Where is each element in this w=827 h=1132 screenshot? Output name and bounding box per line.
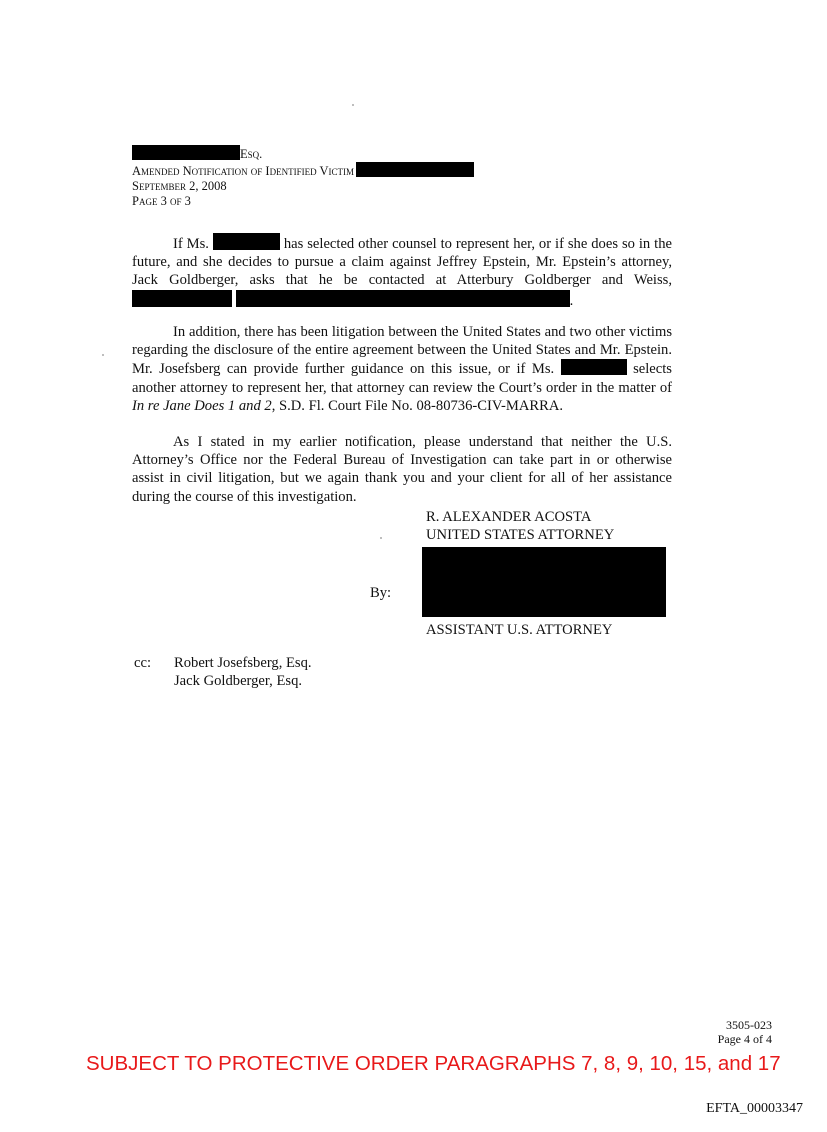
cc-recipient: Jack Goldberger, Esq. xyxy=(174,673,303,689)
redaction-box xyxy=(236,290,570,307)
redaction-box xyxy=(213,233,280,250)
p1-text-a: If Ms. xyxy=(173,236,209,252)
paragraph-counsel-contact xyxy=(132,233,672,310)
signature-redaction xyxy=(422,547,666,617)
header-esq: Esq. xyxy=(240,147,263,161)
p2-text-c: , S.D. Fl. Court File No. 08-80736-CIV-MARRA. xyxy=(271,397,564,414)
footer-reference xyxy=(718,1018,772,1046)
redaction-box xyxy=(132,290,232,307)
header-subject: Amended Notification of Identified Victim xyxy=(132,164,355,178)
cc-list xyxy=(174,654,312,690)
header-page: Page 3 of 3 xyxy=(132,194,191,208)
redaction-box xyxy=(356,162,474,177)
cc-label: cc: xyxy=(134,655,152,671)
paragraph-litigation xyxy=(132,323,672,415)
p2-text-a: In addition, there has been litigation between the United States and two other victims regarding the disclosure of the entire agreement between the United States and Mr. Epstein. Mr. Josefsberg can provide further guidance on this issue, or if Ms. xyxy=(132,324,672,378)
header-recipient-line xyxy=(132,145,474,162)
signatory-name: R. ALEXANDER ACOSTA xyxy=(426,509,592,525)
redaction-box xyxy=(561,359,627,375)
header-date: September 2, 2008 xyxy=(132,179,227,193)
p2-text-b: selects another attorney to represent her, that attorney can review the Court’s order in the matter of xyxy=(132,361,672,396)
scan-speck xyxy=(102,354,104,356)
signatory-title: ASSISTANT U.S. ATTORNEY xyxy=(426,622,613,638)
redaction-box xyxy=(132,145,240,160)
p1-text-c: . xyxy=(569,292,574,309)
scan-speck xyxy=(380,537,382,539)
paragraph-closing: As I stated in my earlier notification, please understand that neither the U.S. Attorney’s Office nor the Federal Bureau of Investigation can take part in or otherwise assist in civil litigation, but we again thank you and your client for all of her assistance during the course of this investigation. xyxy=(132,434,672,505)
scan-speck xyxy=(352,104,354,106)
exhibit-page: Page 4 of 4 xyxy=(717,1032,772,1046)
case-name: In re Jane Does 1 and 2 xyxy=(132,397,272,414)
by-label: By: xyxy=(370,585,392,601)
signatory-office: UNITED STATES ATTORNEY xyxy=(426,527,615,543)
p1-text-b: has selected other counsel to represent her, or if she does so in the future, and she decides to pursue a claim against Jeffrey Epstein, Mr. Epstein’s attorney, Jack Goldberger, asks that he be contacted at Atterbury Goldberger and Weiss, xyxy=(132,236,672,289)
protective-order-notice: SUBJECT TO PROTECTIVE ORDER PARAGRAPHS 7, 8, 9, 10, 15, and 17 xyxy=(86,1052,781,1075)
exhibit-number: 3505-023 xyxy=(726,1018,772,1032)
signature-block xyxy=(426,508,614,544)
bates-number: EFTA_00003347 xyxy=(706,1101,803,1116)
letter-header xyxy=(132,145,474,209)
header-subject-line xyxy=(132,162,474,179)
cc-recipient: Robert Josefsberg, Esq. xyxy=(174,655,312,671)
